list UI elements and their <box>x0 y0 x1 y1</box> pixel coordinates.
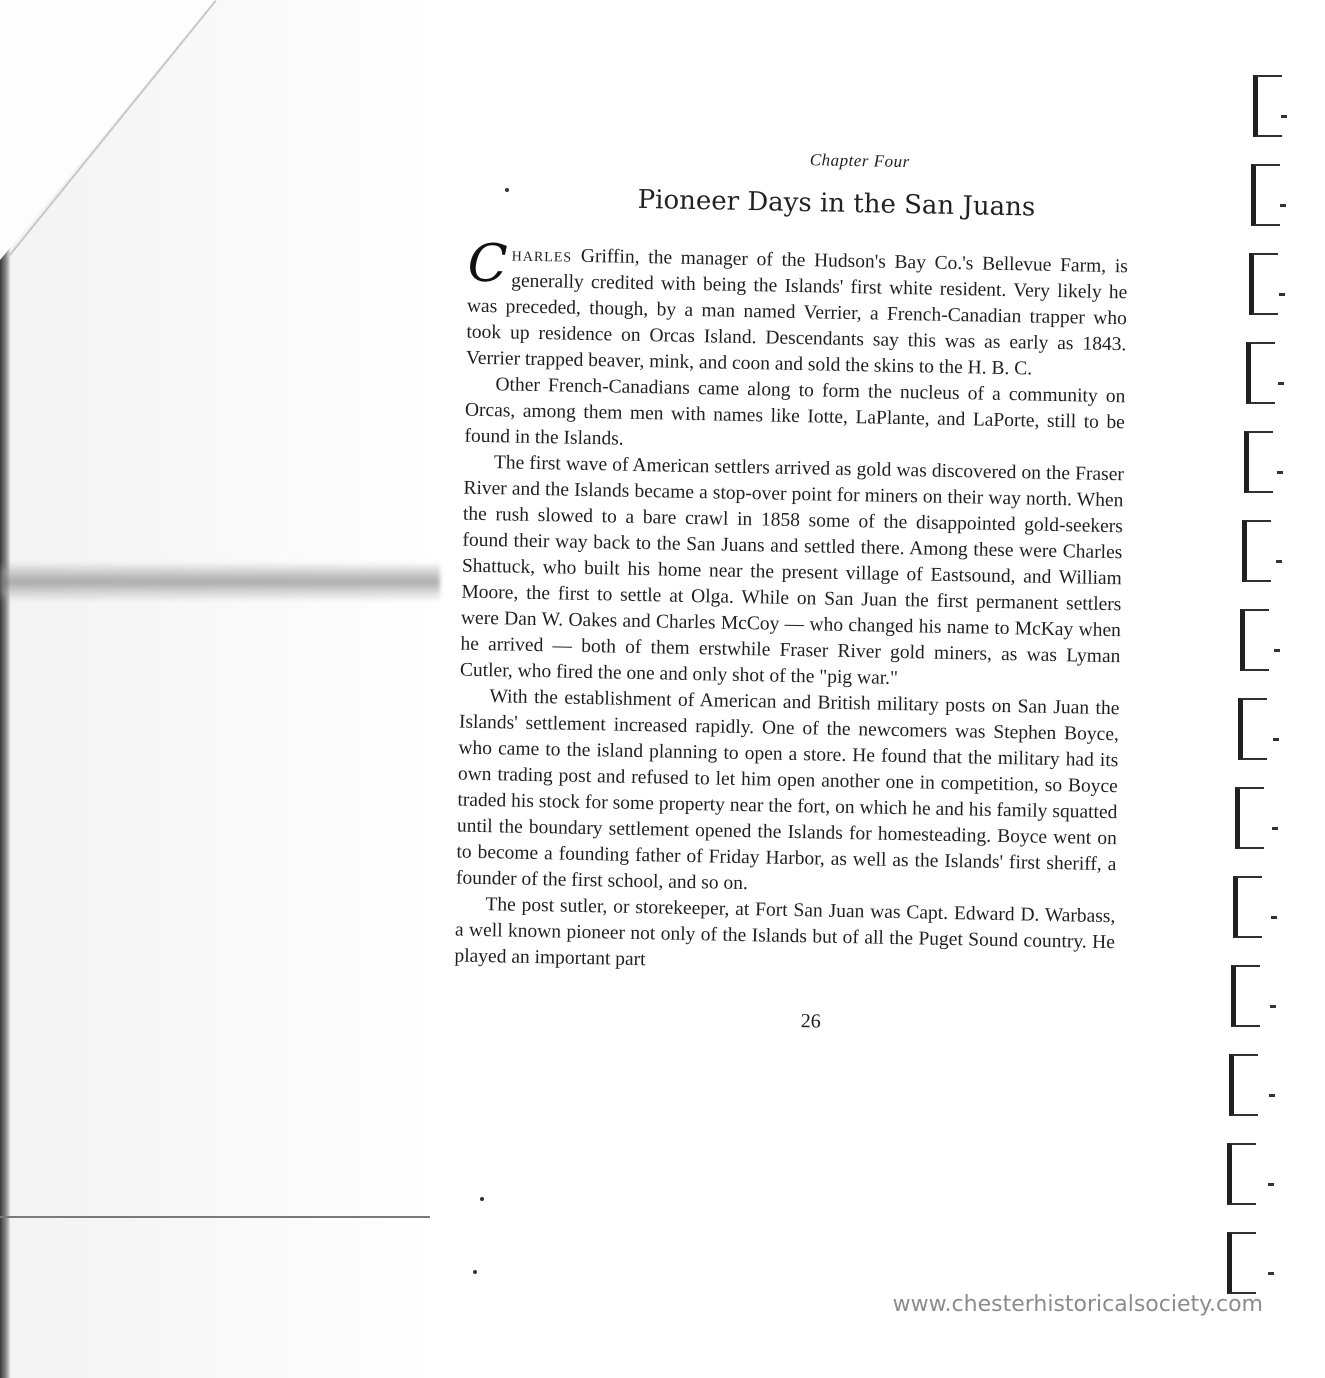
binding-hole <box>1276 560 1282 563</box>
watermark-url: www.chesterhistoricalsociety.com <box>892 1292 1263 1317</box>
paragraph-text: Griffin, the manager of the Hudson's Bay Co.'s Bellevue Farm, is generally credited with being the Islands' first white resident. Very likely he was preceded, though, by a man named Verrier, a French-Canadian trapper who took up residence on Orcas Island. Descendants say this was as early as 1843. Verrier trapped beaver, mink, and coon and sold the skins to the H. B. C. <box>465 245 1129 380</box>
facing-page-rule <box>0 1216 430 1218</box>
paragraph-2: Other French-Canadians came along to form the nucleus of a community on Orcas, among them men with names like Iotte, LaPlante, and LaPorte, still to be found in the Islands. <box>464 374 1126 450</box>
binding-ring <box>1240 609 1269 671</box>
book-page <box>453 144 1130 1040</box>
binding-ring <box>1233 876 1262 938</box>
page-title: Pioneer Days in the San Juans <box>637 184 1036 223</box>
page-edge-shadow <box>0 248 10 1378</box>
binding-ring <box>1227 1232 1256 1294</box>
paragraph-1 <box>465 233 1129 385</box>
binding-ring <box>1229 1054 1258 1116</box>
binding-ring <box>1242 520 1271 582</box>
speck <box>480 1197 484 1201</box>
speck <box>473 1270 477 1274</box>
binding-hole <box>1279 293 1285 296</box>
binding-hole <box>1278 382 1284 385</box>
scan-smudge <box>0 562 440 602</box>
binding-ring <box>1231 965 1260 1027</box>
binding-ring <box>1235 787 1264 849</box>
binding-ring <box>1227 1143 1256 1205</box>
binding-hole <box>1269 1094 1275 1097</box>
paragraph-4: With the establishment of American and British military posts on San Juan the Islands' settlement increased rapidly. One of the newcomers was Stephen Boyce, who came to the island planning to open a store. He found that the military had its own trading post and refused to let him open another one in competition, so Boyce traded his stock for some property near the fort, on which he and his family squatted until the boundary settlement opened the Islands for homesteading. Boyce went on to become a founding father of Friday Harbor, as well as the Islands' first sheriff, a founder of the first school, and so on. <box>455 686 1120 895</box>
paragraph-3: The first wave of American settlers arrived as gold was discovered on the Fraser River and the Islands became a stop-over point for miners on their way north. When the rush slowed to a bare crawl in 1858 some of the disappointed gold-seekers found their way back to the San Juans and settled there. Among these were Charles Shattuck, who built his home near the present village of Eastsound, and William Moore, the first to settle at Olga. While on San Juan the first permanent settlers were Dan W. Oakes and Charles McCoy — who changed his name to McKay when he arrived — both of them erstwhile Fraser River gold miners, as was Lyman Cutler, who fired the one and only shot of the "pig war." <box>459 452 1125 689</box>
binding-ring <box>1253 75 1282 137</box>
binding-hole <box>1281 115 1287 118</box>
drop-cap: C <box>467 233 509 295</box>
binding-hole <box>1268 1272 1274 1275</box>
binding-hole <box>1272 827 1278 830</box>
binding-ring <box>1246 342 1275 404</box>
binding-hole <box>1280 204 1286 207</box>
body-text <box>454 233 1129 983</box>
binding-hole <box>1274 649 1280 652</box>
spiral-binding <box>1233 70 1293 1378</box>
binding-ring <box>1249 253 1278 315</box>
binding-hole <box>1277 471 1283 474</box>
paragraph-5: The post sutler, or storekeeper, at Fort San Juan was Capt. Edward D. Warbass, a well known pioneer not only of the Islands but of all the Puget Sound country. He played an important part <box>454 894 1116 971</box>
page-number: 26 <box>800 1010 821 1033</box>
binding-hole <box>1268 1183 1274 1186</box>
binding-ring <box>1238 698 1267 760</box>
binding-ring <box>1244 431 1273 493</box>
chapter-heading: Chapter Four <box>809 150 910 172</box>
opening-smallcaps: harles <box>511 244 573 267</box>
binding-ring <box>1251 164 1280 226</box>
binding-hole <box>1271 916 1277 919</box>
binding-hole <box>1270 1005 1276 1008</box>
binding-hole <box>1273 738 1279 741</box>
